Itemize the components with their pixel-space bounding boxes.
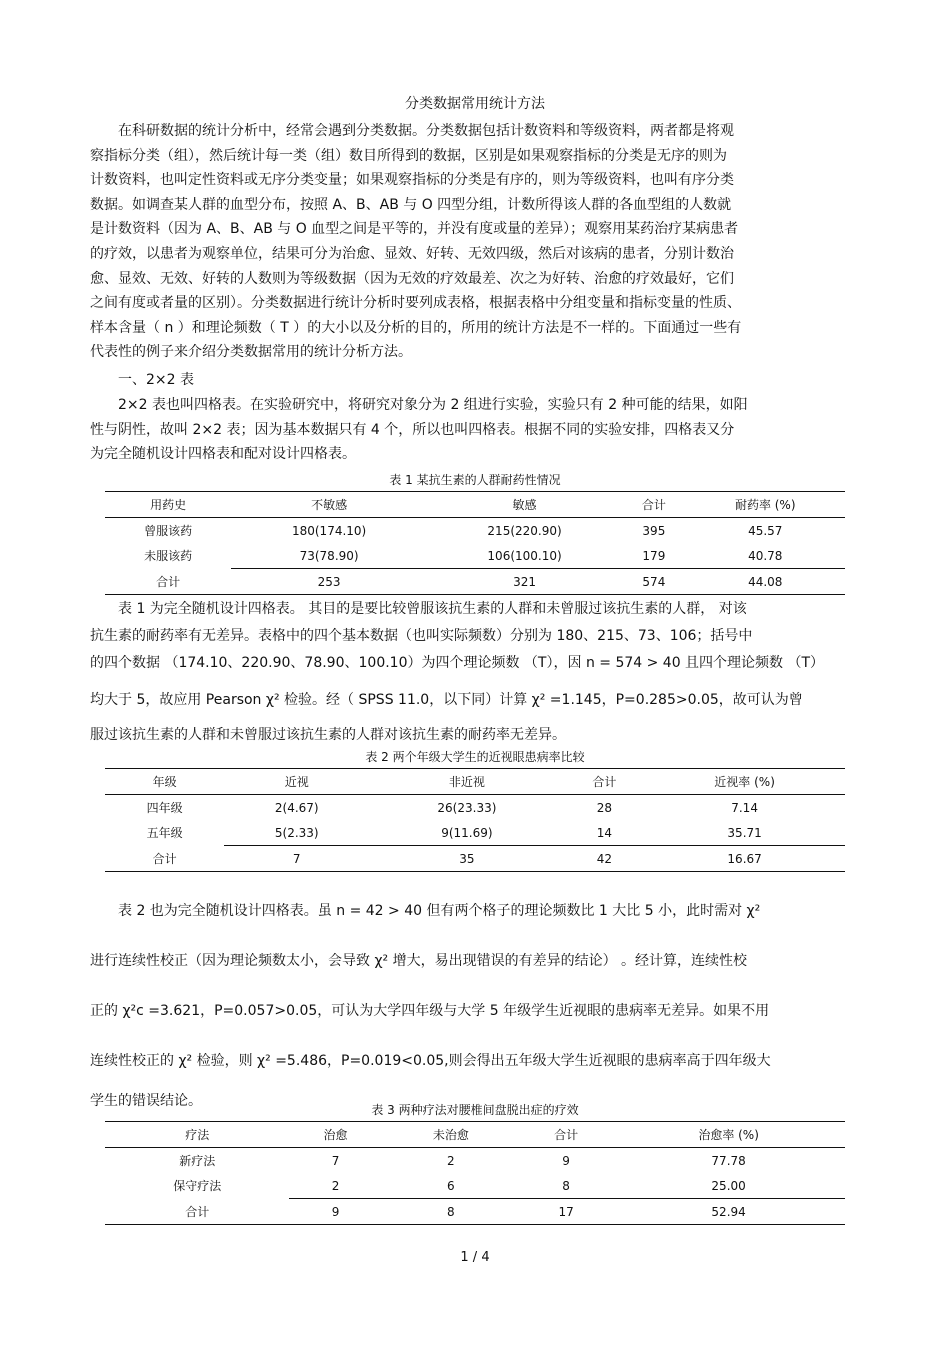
intro-line: 数据。如调查某人群的血型分布，按照 A、B、AB 与 O 四型分组，计数所得该人群的各血型组的人数就	[90, 196, 732, 213]
intro-line: 的疗效，以患者为观察单位，结果可分为治愈、显效、好转、无效四级，然后对该病的患者，分别计数治	[90, 245, 734, 262]
table-cell: 40.78	[748, 548, 783, 563]
table-row	[105, 543, 845, 569]
table-row	[105, 518, 845, 544]
discussion-line: 连续性校正的 χ² 检验，则 χ² =5.486，P=0.019<0.05,则会得出五年级大学生近视眼的患病率高于四年级大	[90, 1053, 771, 1069]
table-2-discussion	[90, 886, 850, 1116]
table-row	[105, 795, 845, 821]
table-cell: 5(2.33)	[274, 825, 319, 840]
table-1-caption: 表 1 某抗生素的人群耐药性情况	[389, 473, 561, 487]
intro-line: 计数资料，也叫定性资料或无序分类变量；如果观察指标的分类是有序的，则为等级资料，也叫有序分类	[90, 172, 734, 189]
page-title: 分类数据常用统计方法	[405, 96, 545, 112]
intro-line: 样本含量（ n ）和理论频数（ T ）的大小以及分析的目的，所用的统计方法是不一样的。下面通过一些有	[90, 319, 742, 336]
discussion-line: 均大于 5，故应用 Pearson χ² 检验。经（ SPSS 11.0，以下同）计算 χ² =1.145，P=0.285>0.05，故可认为曾	[90, 692, 803, 708]
discussion-line: 表 2 也为完全随机设计四格表。虽 n = 42 > 40 但有两个格子的理论频数比 1 大比 5 小，此时需对 χ²	[90, 903, 761, 919]
table-3	[105, 1121, 845, 1225]
discussion-line: 的四个数据 （174.10、220.90、78.90、100.10）为四个理论频数 （T），因 n = 574 > 40 且四个理论频数 （T）	[90, 655, 825, 671]
table-cell: 25.00	[711, 1178, 746, 1193]
table-cell: 合计	[105, 569, 231, 595]
table-header-cell: 合计	[622, 492, 685, 518]
table-cell: 9	[562, 1153, 570, 1168]
table-header-cell: 近视率 (%)	[644, 769, 845, 795]
intro-line: 愈、显效、无效、好转的人数则为等级数据（因为无效的疗效最差、次之为好转、治愈的疗效最好，它们	[90, 270, 734, 287]
table-header-cell: 耐药率 (%)	[685, 492, 845, 518]
discussion-line: 抗生素的耐药率有无差异。表格中的四个基本数据（也叫实际频数）分别为 180、215、73、106；括号中	[90, 628, 753, 644]
table-header-cell: 疗法	[105, 1122, 289, 1148]
table-cell: 16.67	[644, 846, 845, 872]
table-header-cell: 合计	[565, 769, 645, 795]
table-header-cell: 治愈	[289, 1122, 381, 1148]
table-header-cell: 不敏感	[231, 492, 426, 518]
table-cell: 新疗法	[179, 1154, 216, 1168]
table-2-caption: 表 2 两个年级大学生的近视眼患病率比较	[365, 750, 585, 764]
table-cell: 45.57	[748, 523, 783, 538]
table-cell: 253	[231, 569, 426, 595]
table-cell: 106(100.10)	[487, 548, 562, 563]
table-cell: 7	[224, 846, 369, 872]
section-1-line: 性与阴性，故叫 2×2 表；因为基本数据只有 4 个，所以也叫四格表。根据不同的实验安排，四格表又分	[90, 421, 735, 438]
table-cell: 6	[447, 1178, 455, 1193]
table-cell: 曾服该药	[144, 524, 193, 538]
section-1-paragraph	[90, 393, 850, 467]
table-cell: 合计	[105, 1199, 289, 1225]
table-header-cell: 治愈率 (%)	[612, 1122, 845, 1148]
table-2	[105, 768, 845, 872]
table-cell: 17	[520, 1199, 612, 1225]
table-cell: 未服该药	[144, 549, 193, 564]
table-cell: 五年级	[146, 826, 183, 841]
table-cell: 14	[596, 825, 613, 840]
table-cell: 7.14	[731, 800, 758, 815]
table-cell: 2	[447, 1153, 455, 1168]
table-cell: 574	[622, 569, 685, 595]
table-cell: 73(78.90)	[299, 548, 359, 563]
table-cell: 合计	[105, 846, 224, 872]
table-cell: 44.08	[685, 569, 845, 595]
table-1-discussion	[90, 596, 850, 749]
table-cell: 321	[427, 569, 622, 595]
discussion-line: 进行连续性校正（因为理论频数太小，会导致 χ² 增大，易出现错误的有差异的结论） 。经计算，连续性校	[90, 953, 748, 969]
table-cell: 9	[289, 1199, 381, 1225]
discussion-line: 学生的错误结论。	[90, 1093, 202, 1109]
table-cell: 179	[642, 548, 666, 563]
table-cell: 180(174.10)	[291, 523, 367, 538]
table-cell: 215(220.90)	[487, 523, 562, 538]
discussion-line: 表 1 为完全随机设计四格表。 其目的是要比较曾服该抗生素的人群和未曾服过该抗生素的人群， 对该	[90, 601, 747, 617]
discussion-line: 服过该抗生素的人群和未曾服过该抗生素的人群对该抗生素的耐药率无差异。	[90, 727, 566, 743]
table-header-cell: 年级	[105, 769, 224, 795]
table-header-cell: 用药史	[105, 492, 231, 518]
table-cell: 四年级	[146, 801, 183, 815]
table-cell: 395	[642, 523, 666, 538]
table-header-cell: 近视	[224, 769, 369, 795]
section-heading	[90, 368, 850, 393]
table-row	[105, 1148, 845, 1174]
intro-line: 代表性的例子来介绍分类数据常用的统计分析方法。	[90, 344, 412, 361]
table-header-cell: 敏感	[427, 492, 622, 518]
table-cell: 9(11.69)	[441, 825, 493, 840]
table-row	[105, 820, 845, 846]
table-header-cell: 合计	[520, 1122, 612, 1148]
table-cell: 2(4.67)	[274, 800, 319, 815]
intro-paragraph	[90, 119, 850, 365]
table-cell: 52.94	[612, 1199, 845, 1225]
section-1-line: 2×2 表也叫四格表。在实验研究中，将研究对象分为 2 组进行实验，实验只有 2 种可能的结果，如阳	[90, 397, 748, 413]
table-row	[105, 1173, 845, 1199]
table-cell: 7	[331, 1153, 340, 1168]
section-1-heading: 一、2×2 表	[90, 372, 194, 388]
table-cell: 26(23.33)	[437, 800, 497, 815]
table-cell: 77.78	[711, 1153, 746, 1168]
table-header-cell: 未治愈	[382, 1122, 520, 1148]
table-cell: 42	[565, 846, 645, 872]
table-total-row	[105, 1199, 845, 1225]
section-1-line: 为完全随机设计四格表和配对设计四格表。	[90, 446, 356, 463]
table-cell: 35	[369, 846, 564, 872]
table-cell: 8	[382, 1199, 520, 1225]
intro-line: 察指标分类（组），然后统计每一类（组）数目所得到的数据，区别是如果观察指标的分类是无序的则为	[90, 147, 727, 164]
page-number: 1 / 4	[460, 1250, 490, 1265]
table-1	[105, 491, 845, 595]
table-total-row	[105, 846, 845, 872]
intro-line: 之间有度或者量的区别）。分类数据进行统计分析时要列成表格，根据表格中分组变量和指标变量的性质、	[90, 295, 741, 312]
table-cell: 8	[562, 1178, 570, 1193]
table-cell: 35.71	[727, 825, 762, 840]
table-3-caption: 表 3 两种疗法对腰椎间盘脱出症的疗效	[371, 1103, 579, 1117]
table-header-cell: 非近视	[369, 769, 564, 795]
table-cell: 28	[596, 800, 613, 815]
table-cell: 2	[331, 1178, 340, 1193]
discussion-line: 正的 χ²c =3.621，P=0.057>0.05，可认为大学四年级与大学 5 年级学生近视眼的患病率无差异。如果不用	[90, 1003, 770, 1019]
intro-line: 在科研数据的统计分析中，经常会遇到分类数据。分类数据包括计数资料和等级资料，两者都是将观	[90, 123, 734, 139]
table-cell: 保守疗法	[173, 1179, 222, 1194]
intro-line: 是计数资料（因为 A、B、AB 与 O 血型之间是平等的，并没有度或量的差异）；观察用某药治疗某病患者	[90, 221, 739, 238]
table-total-row	[105, 569, 845, 595]
